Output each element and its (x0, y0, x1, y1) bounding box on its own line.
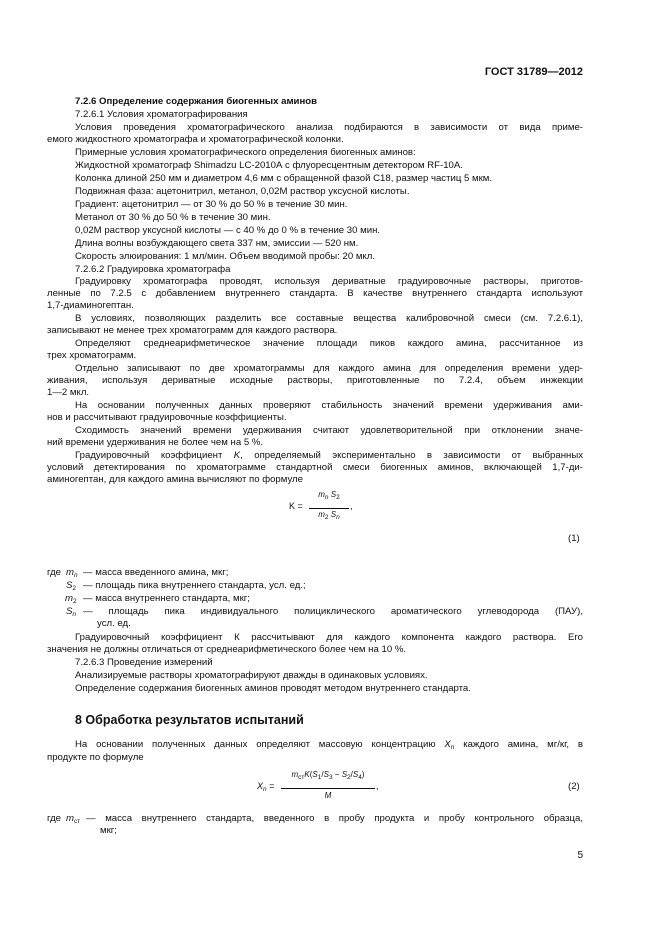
paragraph-line: 0,02М раствор уксусной кислоты — с 40 % до 0 % в течение 30 мин. (75, 225, 381, 236)
paragraph-line: ленные по 7.2.5 с добавлением внутреннего стандарта. В качестве внутреннего стандарта используют (47, 288, 583, 299)
paragraph-line: значения не должны отличаться от среднеарифметического более чем на 10 %. (47, 644, 407, 655)
equation-2-denominator: M (324, 791, 332, 800)
symbol-s2: $S_2$ (66, 580, 77, 592)
subsection-7-2-6-1-title: 7.2.6.1 Условия хроматографирования (75, 109, 248, 120)
definition-sn-cont: усл. ед. (97, 618, 131, 629)
page-number: 5 (577, 850, 583, 861)
paragraph-line: Метанол от 30 % до 50 % в течение 30 мин. (75, 212, 271, 223)
section-8-title: 8 Обработка результатов испытаний (75, 713, 304, 727)
equation-2-lhs: $X_n$ = (257, 781, 275, 793)
paragraph-line: живания, используя дериватные исходные растворы, приготовленные по 7.2.4, объем инжекции (47, 375, 583, 386)
equation-2-numerator: $m_{ст}K(S_1/S_3 - S_2/S_4)$ (291, 770, 365, 781)
paragraph-line: трех хроматограмм. (47, 350, 137, 361)
fraction-bar (309, 508, 349, 509)
paragraph-line: Сходимость значений времени удерживания считают удовлетворительной при отклонении значе- (75, 425, 583, 436)
paragraph-line: условий детектирования по хроматограмме стандартной смеси биогенных аминов, включающей 1,7-ди- (47, 462, 583, 473)
paragraph-line: аминогептан, для каждого амина вычисляют по формуле (47, 474, 303, 485)
document-code: ГОСТ 31789—2012 (484, 66, 583, 78)
paragraph-line: Отдельно записывают по две хроматограммы для каждого амина для определения времени удер- (75, 363, 583, 374)
equation-1-number: (1) (568, 533, 580, 544)
paragraph-line: 1—2 мкл. (47, 387, 90, 398)
paragraph-line: Анализируемые растворы хроматографируют дважды в одинаковых условиях. (75, 670, 428, 681)
equation-1-denominator: $m_2$ $S_n$ (318, 510, 340, 521)
paragraph-line: Условия проведения хроматографического анализа подбираются в зависимости от вида приме- (75, 122, 583, 133)
paragraph-line: Длина волны возбуждающего света 337 нм, эмиссии — 520 нм. (75, 238, 359, 249)
paragraph-line: Градуировочный коэффициент K, определяемый экспериментально в зависимости от выбранных (75, 450, 584, 461)
paragraph-line: Примерные условия хроматографического определения биогенных аминов: (75, 147, 416, 158)
definition-mn: — масса введенного амина, мкг; (83, 567, 229, 578)
paragraph-line: 1,7-диаминогептан. (47, 300, 134, 311)
where-lead: где (47, 813, 62, 824)
subsection-7-2-6-2-title: 7.2.6.2 Градуировка хроматографа (75, 264, 231, 275)
paragraph-line: Скорость элюирования: 1 мл/мин. Объем вводимой пробы: 20 мкл. (75, 251, 375, 262)
paragraph-line: На основании полученных данных определяют массовую концентрацию $X_n$ каждого амина, мг/кг, в (75, 739, 583, 751)
paragraph-line: ний времени удерживания не более чем на 5 %. (47, 437, 264, 448)
paragraph-line: емого жидкостного хроматографа и хроматографической колонки. (47, 134, 344, 145)
paragraph-line: записывают не менее трех хроматограмм для каждого раствора. (47, 325, 338, 336)
equation-2-number: (2) (568, 781, 580, 792)
symbol-mst: $m_{ст}$ (66, 813, 81, 825)
definition-s2: — площадь пика внутреннего стандарта, усл. ед.; (83, 580, 306, 591)
equation-1-lhs: K = (289, 501, 303, 511)
paragraph-line: На основании полученных данных проверяют стабильность значений времени удерживания ами- (75, 400, 583, 411)
paragraph-line: Колонка длиной 250 мм и диаметром 4,6 мм с обращенной фазой С18, размер частиц 5 мкм. (75, 173, 493, 184)
symbol-sn: $S_n$ (66, 606, 77, 618)
definition-sn: — площадь пика индивидуального полициклического ароматического углеводорода (ПАУ), (83, 606, 583, 617)
paragraph-line: Определяют среднеарифметическое значение площади пиков каждого амина, рассчитанное из (75, 338, 583, 349)
paragraph-line: Определение содержания биогенных аминов проводят методом внутреннего стандарта. (75, 683, 471, 694)
equation-1-numerator: $m_n$ $S_2$ (318, 490, 340, 501)
fraction-bar (281, 788, 375, 789)
paragraph-line: Градиент: ацетонитрил — от 30 % до 50 % в течение 30 мин. (75, 199, 348, 210)
section-7-2-6-title: 7.2.6 Определение содержания биогенных аминов (75, 96, 317, 107)
paragraph-line: нов и рассчитывают градуировочные коэффициенты. (47, 412, 287, 423)
subsection-7-2-6-3-title: 7.2.6.3 Проведение измерений (75, 657, 213, 668)
where-lead: где (47, 567, 62, 578)
paragraph-line: Градуировочный коэффициент К рассчитывают для каждого компонента каждого раствора. Его (75, 632, 583, 643)
definition-mst-cont: мкг; (100, 825, 117, 836)
paragraph-line: Жидкостной хроматограф Shimadzu LC-2010А с флуоресцентным детектором RF-10А. (75, 160, 463, 171)
paragraph-line: продукте по формуле (47, 752, 144, 763)
paragraph-line: В условиях, позволяющих разделить все составные вещества калибровочной смеси (см. 7.2.6.1), (75, 313, 583, 324)
symbol-m2: $m_2$ (65, 593, 77, 605)
paragraph-line: Градуировку хроматографа проводят, используя дериватные градуировочные растворы, приготов- (75, 276, 583, 287)
definition-mst: — масса внутреннего стандарта, введенного в пробу продукта и пробу контрольного образца, (86, 813, 583, 824)
definition-m2: — масса внутреннего стандарта, мкг; (83, 593, 250, 604)
symbol-mn: $m_n$ (66, 567, 78, 579)
paragraph-line: Подвижная фаза: ацетонитрил, метанол, 0,02М раствор уксусной кислоты. (75, 186, 410, 197)
